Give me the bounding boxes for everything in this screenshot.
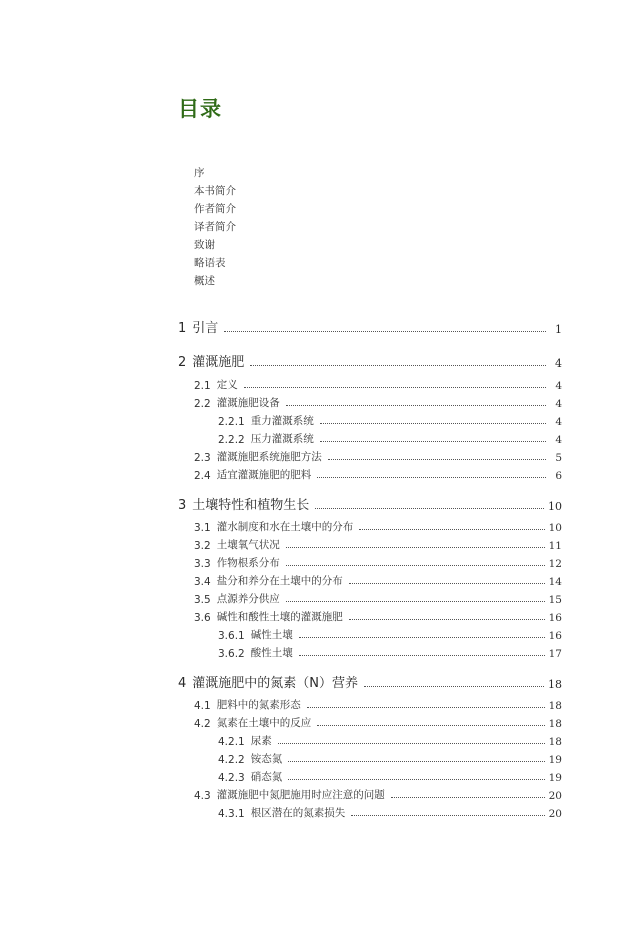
toc-entry-page: 1 bbox=[555, 323, 562, 336]
toc-entry-page: 5 bbox=[555, 452, 562, 464]
toc-entry-level-2[interactable] bbox=[194, 696, 562, 712]
toc-entry-number: 3.6.2 bbox=[218, 648, 245, 660]
dot-leader bbox=[317, 725, 544, 726]
toc-entry-title: 重力灌溉系统 bbox=[250, 415, 314, 427]
toc-entry-level-3[interactable] bbox=[218, 412, 562, 428]
toc-entry-title: 土壤氧气状况 bbox=[216, 539, 280, 551]
front-matter-item[interactable]: 译者简介 bbox=[194, 221, 236, 233]
toc-entry-level-1[interactable] bbox=[178, 673, 562, 691]
toc-entry-page: 10 bbox=[548, 500, 562, 513]
dot-leader bbox=[244, 387, 546, 388]
toc-entry-level-3[interactable] bbox=[218, 732, 562, 748]
toc-entry-page: 15 bbox=[548, 594, 562, 606]
dot-leader bbox=[224, 331, 546, 332]
toc-entry-level-2[interactable] bbox=[194, 466, 562, 482]
dot-leader bbox=[288, 761, 544, 762]
toc-entry-level-2[interactable] bbox=[194, 554, 562, 570]
toc-entry-number: 4.2 bbox=[194, 718, 211, 730]
toc-entry-page: 16 bbox=[548, 612, 562, 624]
toc-entry-number: 3 bbox=[178, 498, 187, 513]
toc-entry-level-3[interactable] bbox=[218, 644, 562, 660]
toc-entry-title: 盐分和养分在土壤中的分布 bbox=[216, 575, 343, 587]
dot-leader bbox=[286, 601, 545, 602]
toc-entry-title: 土壤特性和植物生长 bbox=[192, 498, 310, 513]
toc-entry-title: 灌溉施肥中氮肥施用时应注意的问题 bbox=[216, 789, 385, 801]
toc-entry-level-2[interactable] bbox=[194, 376, 562, 392]
dot-leader bbox=[349, 583, 545, 584]
toc-entry-level-3[interactable] bbox=[218, 768, 562, 784]
toc-entry-title: 尿素 bbox=[250, 735, 272, 747]
dot-leader bbox=[351, 815, 544, 816]
dot-leader bbox=[307, 707, 545, 708]
toc-entry-title: 灌溉施肥系统施肥方法 bbox=[216, 451, 322, 463]
toc-entry-number: 3.6 bbox=[194, 612, 211, 624]
toc-entry-level-1[interactable] bbox=[178, 352, 562, 370]
dot-leader bbox=[250, 365, 546, 366]
toc-entry-page: 4 bbox=[555, 416, 562, 428]
toc-entry-title: 压力灌溉系统 bbox=[250, 433, 314, 445]
toc-entry-page: 19 bbox=[548, 772, 562, 784]
toc-entry-level-2[interactable] bbox=[194, 572, 562, 588]
toc-entry-number: 4.2.1 bbox=[218, 736, 245, 748]
toc-entry-title: 适宜灌溉施肥的肥料 bbox=[216, 469, 312, 481]
front-matter-item[interactable]: 序 bbox=[194, 167, 205, 179]
toc-entry-level-2[interactable] bbox=[194, 394, 562, 410]
toc-entry-page: 20 bbox=[548, 808, 562, 820]
toc-entry-number: 3.3 bbox=[194, 558, 211, 570]
toc-entry-page: 20 bbox=[548, 790, 562, 802]
toc-entry-title: 作物根系分布 bbox=[216, 557, 280, 569]
dot-leader bbox=[320, 441, 546, 442]
toc-entry-number: 3.4 bbox=[194, 576, 211, 588]
toc-entry-page: 12 bbox=[548, 558, 562, 570]
toc-entry-level-2[interactable] bbox=[194, 448, 562, 464]
toc-entry-title: 碱性土壤 bbox=[250, 629, 293, 641]
toc-entry-title: 灌水制度和水在土壤中的分布 bbox=[216, 521, 354, 533]
toc-entry-page: 4 bbox=[555, 380, 562, 392]
dot-leader bbox=[315, 508, 544, 509]
dot-leader bbox=[364, 686, 544, 687]
toc-entry-page: 4 bbox=[555, 398, 562, 410]
toc-entry-title: 根区潜在的氮素损失 bbox=[250, 807, 346, 819]
toc-entry-number: 4.2.3 bbox=[218, 772, 245, 784]
toc-entry-page: 16 bbox=[548, 630, 562, 642]
dot-leader bbox=[317, 477, 546, 478]
toc-entry-level-3[interactable] bbox=[218, 804, 562, 820]
toc-entry-page: 6 bbox=[555, 470, 562, 482]
toc-entry-number: 4.3 bbox=[194, 790, 211, 802]
toc-entry-level-2[interactable] bbox=[194, 590, 562, 606]
toc-entry-page: 18 bbox=[548, 678, 562, 691]
toc-entry-level-2[interactable] bbox=[194, 608, 562, 624]
dot-leader bbox=[359, 529, 544, 530]
dot-leader bbox=[391, 797, 545, 798]
toc-entry-title: 灌溉施肥 bbox=[192, 355, 245, 370]
toc-entry-number: 4.3.1 bbox=[218, 808, 245, 820]
toc-entry-level-1[interactable] bbox=[178, 318, 562, 336]
dot-leader bbox=[286, 565, 545, 566]
toc-entry-level-2[interactable] bbox=[194, 786, 562, 802]
toc-entry-page: 4 bbox=[555, 357, 562, 370]
toc-entry-level-2[interactable] bbox=[194, 536, 562, 552]
toc-entry-level-2[interactable] bbox=[194, 714, 562, 730]
toc-entry-title: 引言 bbox=[192, 321, 219, 336]
front-matter-item[interactable]: 本书简介 bbox=[194, 185, 236, 197]
toc-entry-level-2[interactable] bbox=[194, 518, 562, 534]
dot-leader bbox=[286, 547, 545, 548]
toc-entry-page: 4 bbox=[555, 434, 562, 446]
toc-entry-page: 19 bbox=[548, 754, 562, 766]
toc-entry-level-3[interactable] bbox=[218, 430, 562, 446]
toc-entry-page: 10 bbox=[548, 522, 562, 534]
toc-entry-title: 肥料中的氮素形态 bbox=[216, 699, 301, 711]
front-matter-item[interactable]: 略语表 bbox=[194, 257, 226, 269]
dot-leader bbox=[320, 423, 546, 424]
dot-leader bbox=[299, 637, 545, 638]
dot-leader bbox=[299, 655, 545, 656]
toc-entry-number: 3.5 bbox=[194, 594, 211, 606]
toc-entry-title: 氮素在土壤中的反应 bbox=[216, 717, 312, 729]
toc-entry-number: 2.2.1 bbox=[218, 416, 245, 428]
toc-entry-number: 4 bbox=[178, 676, 187, 691]
toc-entry-title: 铵态氮 bbox=[250, 753, 283, 765]
toc-entry-page: 17 bbox=[548, 648, 562, 660]
toc-entry-number: 4.2.2 bbox=[218, 754, 245, 766]
toc-entry-title: 酸性土壤 bbox=[250, 647, 293, 659]
toc-entry-page: 11 bbox=[548, 540, 562, 552]
toc-entry-number: 2 bbox=[178, 355, 187, 370]
toc-entry-page: 18 bbox=[548, 718, 562, 730]
toc-entry-level-1[interactable] bbox=[178, 495, 562, 513]
toc-entry-level-3[interactable] bbox=[218, 626, 562, 642]
toc-entry-page: 18 bbox=[548, 700, 562, 712]
toc-entry-title: 灌溉施肥设备 bbox=[216, 397, 280, 409]
toc-entry-number: 2.1 bbox=[194, 380, 211, 392]
toc-entry-number: 2.4 bbox=[194, 470, 211, 482]
toc-entry-title: 灌溉施肥中的氮素（N）营养 bbox=[192, 676, 359, 691]
toc-entry-title: 碱性和酸性土壤的灌溉施肥 bbox=[216, 611, 343, 623]
toc-entry-number: 3.1 bbox=[194, 522, 211, 534]
front-matter-item[interactable]: 概述 bbox=[194, 275, 215, 287]
toc-entry-number: 4.1 bbox=[194, 700, 211, 712]
toc-entry-level-3[interactable] bbox=[218, 750, 562, 766]
dot-leader bbox=[349, 619, 545, 620]
dot-leader bbox=[278, 743, 545, 744]
toc-entry-number: 2.3 bbox=[194, 452, 211, 464]
dot-leader bbox=[286, 405, 546, 406]
toc-entry-number: 2.2.2 bbox=[218, 434, 245, 446]
toc-entry-title: 硝态氮 bbox=[250, 771, 283, 783]
toc-entry-page: 14 bbox=[548, 576, 562, 588]
toc-entry-number: 3.2 bbox=[194, 540, 211, 552]
toc-entry-number: 1 bbox=[178, 321, 187, 336]
toc-entry-number: 3.6.1 bbox=[218, 630, 245, 642]
toc-entry-title: 定义 bbox=[216, 379, 238, 391]
front-matter-item[interactable]: 致谢 bbox=[194, 239, 215, 251]
toc-title: 目录 bbox=[178, 97, 222, 121]
front-matter-item[interactable]: 作者简介 bbox=[194, 203, 236, 215]
toc-entry-page: 18 bbox=[548, 736, 562, 748]
dot-leader bbox=[288, 779, 544, 780]
toc-entry-number: 2.2 bbox=[194, 398, 211, 410]
toc-entry-title: 点源养分供应 bbox=[216, 593, 280, 605]
dot-leader bbox=[328, 459, 546, 460]
front-matter-list bbox=[194, 164, 236, 290]
